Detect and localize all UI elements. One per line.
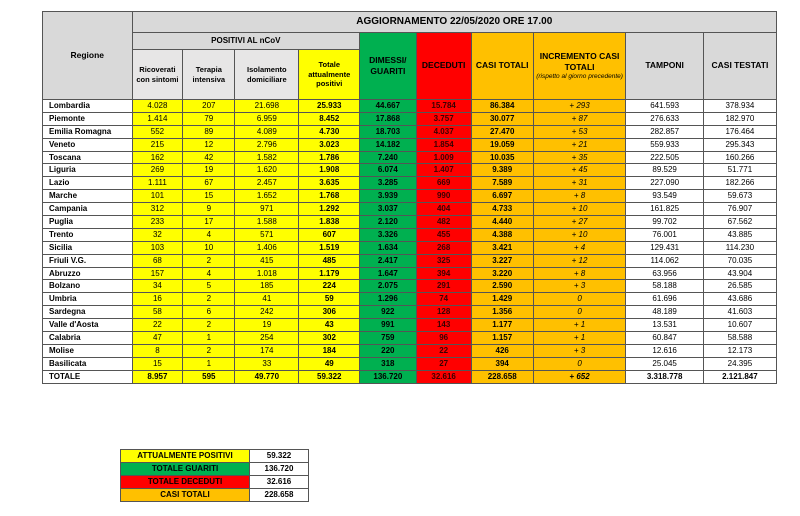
column-header-terapia: Terapia intensiva bbox=[183, 50, 235, 100]
cell-dimessi: 991 bbox=[360, 319, 416, 332]
cell-deceduti: 4.037 bbox=[416, 125, 471, 138]
cell-isolamento: 4.089 bbox=[235, 125, 299, 138]
cell-tamponi: 641.593 bbox=[626, 100, 703, 113]
cell-isolamento: 1.652 bbox=[235, 190, 299, 203]
region-name: Bolzano bbox=[43, 280, 133, 293]
cell-dimessi: 14.182 bbox=[360, 138, 416, 151]
cell-ricoverati: 269 bbox=[132, 164, 183, 177]
region-name: Calabria bbox=[43, 332, 133, 345]
cell-terapia: 79 bbox=[183, 112, 235, 125]
region-name: Abruzzo bbox=[43, 267, 133, 280]
cell-dimessi: 2.075 bbox=[360, 280, 416, 293]
cell-deceduti: 325 bbox=[416, 254, 471, 267]
cell-casi-totali: 7.589 bbox=[471, 177, 533, 190]
summary-label: ATTUALMENTE POSITIVI bbox=[121, 450, 250, 463]
cell-deceduti: 128 bbox=[416, 306, 471, 319]
summary-label: TOTALE DECEDUTI bbox=[121, 476, 250, 489]
cell-dimessi: 6.074 bbox=[360, 164, 416, 177]
cell-casi-testati: 76.907 bbox=[703, 203, 776, 216]
region-name: Marche bbox=[43, 190, 133, 203]
cell-tamponi: 227.090 bbox=[626, 177, 703, 190]
cell-incremento: + 8 bbox=[533, 267, 626, 280]
table-row bbox=[43, 151, 777, 164]
column-header-ricoverati: Ricoverati con sintomi bbox=[132, 50, 183, 100]
cell-casi-totali: 19.059 bbox=[471, 138, 533, 151]
cell-casi-testati: 51.771 bbox=[703, 164, 776, 177]
cell-casi-testati: 378.934 bbox=[703, 100, 776, 113]
cell-terapia: 1 bbox=[183, 332, 235, 345]
table-row bbox=[43, 267, 777, 280]
cell-incremento: 0 bbox=[533, 357, 626, 370]
cell-deceduti: 1.407 bbox=[416, 164, 471, 177]
cell-isolamento: 1.620 bbox=[235, 164, 299, 177]
cell-tamponi: 282.857 bbox=[626, 125, 703, 138]
cell-incremento: + 3 bbox=[533, 344, 626, 357]
cell-tamponi: 58.188 bbox=[626, 280, 703, 293]
cell-deceduti: 404 bbox=[416, 203, 471, 216]
cell-tamponi: 559.933 bbox=[626, 138, 703, 151]
table-row bbox=[43, 177, 777, 190]
cell-casi-totali: 4.388 bbox=[471, 228, 533, 241]
cell-terapia: 4 bbox=[183, 228, 235, 241]
cell-dimessi: 1.296 bbox=[360, 293, 416, 306]
cell-incremento: + 45 bbox=[533, 164, 626, 177]
covid-data-table bbox=[42, 11, 777, 384]
cell-ricoverati: 32 bbox=[132, 228, 183, 241]
cell-casi-testati: 160.266 bbox=[703, 151, 776, 164]
cell-deceduti: 1.854 bbox=[416, 138, 471, 151]
cell-ricoverati: 162 bbox=[132, 151, 183, 164]
table-row bbox=[43, 164, 777, 177]
cell-terapia: 2 bbox=[183, 293, 235, 306]
table-row bbox=[43, 332, 777, 345]
cell-casi-testati: 43.904 bbox=[703, 267, 776, 280]
cell-tamponi: 93.549 bbox=[626, 190, 703, 203]
cell-isolamento: 19 bbox=[235, 319, 299, 332]
cell-isolamento: 415 bbox=[235, 254, 299, 267]
cell-dimessi: 18.703 bbox=[360, 125, 416, 138]
cell-dimessi: 1.647 bbox=[360, 267, 416, 280]
cell-totale-positivi: 1.768 bbox=[299, 190, 360, 203]
cell-tamponi: 129.431 bbox=[626, 241, 703, 254]
cell-deceduti: 394 bbox=[416, 267, 471, 280]
cell-casi-testati: 114.230 bbox=[703, 241, 776, 254]
cell-tamponi: 63.956 bbox=[626, 267, 703, 280]
region-name: Umbria bbox=[43, 293, 133, 306]
region-name: Toscana bbox=[43, 151, 133, 164]
cell-ricoverati: 34 bbox=[132, 280, 183, 293]
total-cell-casi-totali: 228.658 bbox=[471, 370, 533, 383]
total-cell-isolamento: 49.770 bbox=[235, 370, 299, 383]
cell-tamponi: 25.045 bbox=[626, 357, 703, 370]
cell-terapia: 19 bbox=[183, 164, 235, 177]
table-row bbox=[43, 203, 777, 216]
cell-dimessi: 3.326 bbox=[360, 228, 416, 241]
cell-casi-testati: 58.588 bbox=[703, 332, 776, 345]
cell-dimessi: 1.634 bbox=[360, 241, 416, 254]
cell-casi-totali: 1.429 bbox=[471, 293, 533, 306]
summary-row bbox=[121, 463, 309, 476]
summary-value: 136.720 bbox=[250, 463, 309, 476]
cell-terapia: 17 bbox=[183, 216, 235, 229]
region-name: Basilicata bbox=[43, 357, 133, 370]
table-row bbox=[43, 125, 777, 138]
cell-ricoverati: 68 bbox=[132, 254, 183, 267]
total-cell-ricoverati: 8.957 bbox=[132, 370, 183, 383]
cell-ricoverati: 58 bbox=[132, 306, 183, 319]
cell-casi-testati: 70.035 bbox=[703, 254, 776, 267]
cell-isolamento: 185 bbox=[235, 280, 299, 293]
column-header-regione: Regione bbox=[43, 12, 133, 100]
cell-dimessi: 2.120 bbox=[360, 216, 416, 229]
cell-incremento: + 4 bbox=[533, 241, 626, 254]
region-name: Puglia bbox=[43, 216, 133, 229]
cell-isolamento: 242 bbox=[235, 306, 299, 319]
column-header-deceduti: DECEDUTI bbox=[416, 33, 471, 100]
region-name: Lazio bbox=[43, 177, 133, 190]
region-name: Lombardia bbox=[43, 100, 133, 113]
cell-incremento: 0 bbox=[533, 293, 626, 306]
cell-terapia: 2 bbox=[183, 254, 235, 267]
cell-terapia: 1 bbox=[183, 357, 235, 370]
cell-incremento: + 35 bbox=[533, 151, 626, 164]
cell-casi-testati: 26.585 bbox=[703, 280, 776, 293]
total-region-name: TOTALE bbox=[43, 370, 133, 383]
summary-row bbox=[121, 489, 309, 502]
cell-casi-totali: 4.733 bbox=[471, 203, 533, 216]
cell-casi-totali: 3.220 bbox=[471, 267, 533, 280]
column-group-positivi: POSITIVI AL nCoV bbox=[132, 33, 360, 50]
region-name: Molise bbox=[43, 344, 133, 357]
table-row bbox=[43, 344, 777, 357]
cell-deceduti: 990 bbox=[416, 190, 471, 203]
summary-row bbox=[121, 450, 309, 463]
cell-casi-totali: 1.177 bbox=[471, 319, 533, 332]
cell-isolamento: 6.959 bbox=[235, 112, 299, 125]
cell-tamponi: 48.189 bbox=[626, 306, 703, 319]
cell-incremento: + 10 bbox=[533, 228, 626, 241]
summary-value: 32.616 bbox=[250, 476, 309, 489]
cell-terapia: 89 bbox=[183, 125, 235, 138]
column-header-casi-testati: CASI TESTATI bbox=[703, 33, 776, 100]
incremento-note: (rispetto al giorno precedente) bbox=[536, 72, 623, 80]
cell-tamponi: 99.702 bbox=[626, 216, 703, 229]
region-name: Trento bbox=[43, 228, 133, 241]
cell-casi-testati: 24.395 bbox=[703, 357, 776, 370]
cell-totale-positivi: 306 bbox=[299, 306, 360, 319]
cell-deceduti: 74 bbox=[416, 293, 471, 306]
cell-isolamento: 174 bbox=[235, 344, 299, 357]
cell-casi-totali: 30.077 bbox=[471, 112, 533, 125]
region-name: Campania bbox=[43, 203, 133, 216]
cell-isolamento: 1.018 bbox=[235, 267, 299, 280]
cell-terapia: 6 bbox=[183, 306, 235, 319]
cell-ricoverati: 47 bbox=[132, 332, 183, 345]
cell-incremento: + 21 bbox=[533, 138, 626, 151]
cell-totale-positivi: 8.452 bbox=[299, 112, 360, 125]
cell-deceduti: 1.009 bbox=[416, 151, 471, 164]
cell-dimessi: 220 bbox=[360, 344, 416, 357]
summary-label: CASI TOTALI bbox=[121, 489, 250, 502]
cell-ricoverati: 15 bbox=[132, 357, 183, 370]
cell-casi-testati: 182.970 bbox=[703, 112, 776, 125]
cell-tamponi: 76.001 bbox=[626, 228, 703, 241]
cell-terapia: 207 bbox=[183, 100, 235, 113]
cell-isolamento: 1.588 bbox=[235, 216, 299, 229]
table-row bbox=[43, 357, 777, 370]
column-header-totale-positivi: Totale attualmente positivi bbox=[299, 50, 360, 100]
cell-isolamento: 2.796 bbox=[235, 138, 299, 151]
cell-dimessi: 17.868 bbox=[360, 112, 416, 125]
cell-dimessi: 3.037 bbox=[360, 203, 416, 216]
cell-casi-totali: 1.157 bbox=[471, 332, 533, 345]
cell-incremento: 0 bbox=[533, 306, 626, 319]
cell-casi-totali: 3.421 bbox=[471, 241, 533, 254]
cell-totale-positivi: 485 bbox=[299, 254, 360, 267]
cell-casi-totali: 394 bbox=[471, 357, 533, 370]
cell-casi-totali: 426 bbox=[471, 344, 533, 357]
cell-incremento: + 10 bbox=[533, 203, 626, 216]
cell-incremento: + 8 bbox=[533, 190, 626, 203]
cell-ricoverati: 1.111 bbox=[132, 177, 183, 190]
total-cell-dimessi: 136.720 bbox=[360, 370, 416, 383]
cell-isolamento: 254 bbox=[235, 332, 299, 345]
cell-dimessi: 759 bbox=[360, 332, 416, 345]
cell-totale-positivi: 1.786 bbox=[299, 151, 360, 164]
cell-casi-testati: 41.603 bbox=[703, 306, 776, 319]
cell-totale-positivi: 59 bbox=[299, 293, 360, 306]
cell-deceduti: 22 bbox=[416, 344, 471, 357]
cell-ricoverati: 312 bbox=[132, 203, 183, 216]
cell-ricoverati: 552 bbox=[132, 125, 183, 138]
table-row bbox=[43, 319, 777, 332]
region-name: Veneto bbox=[43, 138, 133, 151]
cell-totale-positivi: 1.179 bbox=[299, 267, 360, 280]
summary-value: 228.658 bbox=[250, 489, 309, 502]
cell-tamponi: 161.825 bbox=[626, 203, 703, 216]
cell-totale-positivi: 224 bbox=[299, 280, 360, 293]
cell-terapia: 5 bbox=[183, 280, 235, 293]
cell-deceduti: 3.757 bbox=[416, 112, 471, 125]
cell-isolamento: 571 bbox=[235, 228, 299, 241]
cell-dimessi: 2.417 bbox=[360, 254, 416, 267]
cell-deceduti: 291 bbox=[416, 280, 471, 293]
total-cell-terapia: 595 bbox=[183, 370, 235, 383]
cell-isolamento: 1.582 bbox=[235, 151, 299, 164]
cell-isolamento: 2.457 bbox=[235, 177, 299, 190]
cell-deceduti: 96 bbox=[416, 332, 471, 345]
cell-ricoverati: 233 bbox=[132, 216, 183, 229]
cell-casi-testati: 43.885 bbox=[703, 228, 776, 241]
table-row bbox=[43, 100, 777, 113]
cell-casi-testati: 59.673 bbox=[703, 190, 776, 203]
cell-deceduti: 669 bbox=[416, 177, 471, 190]
cell-tamponi: 61.696 bbox=[626, 293, 703, 306]
cell-deceduti: 482 bbox=[416, 216, 471, 229]
cell-totale-positivi: 4.730 bbox=[299, 125, 360, 138]
summary-label: TOTALE GUARITI bbox=[121, 463, 250, 476]
cell-isolamento: 21.698 bbox=[235, 100, 299, 113]
cell-deceduti: 268 bbox=[416, 241, 471, 254]
cell-ricoverati: 4.028 bbox=[132, 100, 183, 113]
cell-tamponi: 222.505 bbox=[626, 151, 703, 164]
cell-totale-positivi: 3.023 bbox=[299, 138, 360, 151]
cell-totale-positivi: 43 bbox=[299, 319, 360, 332]
cell-casi-testati: 12.173 bbox=[703, 344, 776, 357]
cell-casi-totali: 3.227 bbox=[471, 254, 533, 267]
incremento-label: INCREMENTO CASI TOTALI bbox=[539, 51, 620, 72]
cell-casi-testati: 43.686 bbox=[703, 293, 776, 306]
cell-ricoverati: 215 bbox=[132, 138, 183, 151]
cell-terapia: 4 bbox=[183, 267, 235, 280]
summary-table bbox=[120, 449, 309, 502]
table-row bbox=[43, 280, 777, 293]
cell-dimessi: 3.285 bbox=[360, 177, 416, 190]
cell-totale-positivi: 49 bbox=[299, 357, 360, 370]
cell-dimessi: 44.667 bbox=[360, 100, 416, 113]
cell-totale-positivi: 302 bbox=[299, 332, 360, 345]
cell-dimessi: 318 bbox=[360, 357, 416, 370]
total-cell-deceduti: 32.616 bbox=[416, 370, 471, 383]
cell-isolamento: 1.406 bbox=[235, 241, 299, 254]
cell-totale-positivi: 25.933 bbox=[299, 100, 360, 113]
cell-isolamento: 33 bbox=[235, 357, 299, 370]
cell-terapia: 2 bbox=[183, 319, 235, 332]
cell-deceduti: 27 bbox=[416, 357, 471, 370]
column-header-dimessi: DIMESSI/ GUARITI bbox=[360, 33, 416, 100]
total-cell-totale-positivi: 59.322 bbox=[299, 370, 360, 383]
summary-row bbox=[121, 476, 309, 489]
cell-ricoverati: 22 bbox=[132, 319, 183, 332]
cell-terapia: 67 bbox=[183, 177, 235, 190]
cell-deceduti: 455 bbox=[416, 228, 471, 241]
cell-incremento: + 3 bbox=[533, 280, 626, 293]
cell-dimessi: 3.939 bbox=[360, 190, 416, 203]
cell-isolamento: 971 bbox=[235, 203, 299, 216]
cell-totale-positivi: 1.292 bbox=[299, 203, 360, 216]
cell-casi-testati: 182.266 bbox=[703, 177, 776, 190]
cell-ricoverati: 8 bbox=[132, 344, 183, 357]
cell-ricoverati: 101 bbox=[132, 190, 183, 203]
region-name: Friuli V.G. bbox=[43, 254, 133, 267]
cell-casi-totali: 4.440 bbox=[471, 216, 533, 229]
table-row bbox=[43, 306, 777, 319]
column-header-isolamento: Isolamento domiciliare bbox=[235, 50, 299, 100]
total-cell-incremento: + 652 bbox=[533, 370, 626, 383]
cell-terapia: 42 bbox=[183, 151, 235, 164]
cell-totale-positivi: 3.635 bbox=[299, 177, 360, 190]
cell-incremento: + 1 bbox=[533, 332, 626, 345]
cell-dimessi: 922 bbox=[360, 306, 416, 319]
cell-tamponi: 276.633 bbox=[626, 112, 703, 125]
update-title: AGGIORNAMENTO 22/05/2020 ORE 17.00 bbox=[132, 12, 776, 33]
cell-casi-totali: 6.697 bbox=[471, 190, 533, 203]
table-row bbox=[43, 190, 777, 203]
cell-dimessi: 7.240 bbox=[360, 151, 416, 164]
region-name: Sicilia bbox=[43, 241, 133, 254]
cell-tamponi: 12.616 bbox=[626, 344, 703, 357]
cell-tamponi: 89.529 bbox=[626, 164, 703, 177]
cell-ricoverati: 103 bbox=[132, 241, 183, 254]
cell-tamponi: 13.531 bbox=[626, 319, 703, 332]
cell-totale-positivi: 1.519 bbox=[299, 241, 360, 254]
cell-casi-testati: 176.464 bbox=[703, 125, 776, 138]
table-row bbox=[43, 293, 777, 306]
cell-casi-totali: 2.590 bbox=[471, 280, 533, 293]
total-cell-casi-testati: 2.121.847 bbox=[703, 370, 776, 383]
cell-casi-totali: 86.384 bbox=[471, 100, 533, 113]
cell-casi-totali: 9.389 bbox=[471, 164, 533, 177]
cell-terapia: 2 bbox=[183, 344, 235, 357]
cell-incremento: + 293 bbox=[533, 100, 626, 113]
column-header-tamponi: TAMPONI bbox=[626, 33, 703, 100]
column-header-incremento bbox=[533, 33, 626, 100]
cell-incremento: + 27 bbox=[533, 216, 626, 229]
table-row bbox=[43, 254, 777, 267]
cell-deceduti: 15.784 bbox=[416, 100, 471, 113]
cell-incremento: + 31 bbox=[533, 177, 626, 190]
table-row bbox=[43, 241, 777, 254]
cell-totale-positivi: 607 bbox=[299, 228, 360, 241]
cell-casi-totali: 27.470 bbox=[471, 125, 533, 138]
cell-isolamento: 41 bbox=[235, 293, 299, 306]
cell-casi-totali: 1.356 bbox=[471, 306, 533, 319]
column-header-casi-totali: CASI TOTALI bbox=[471, 33, 533, 100]
cell-incremento: + 53 bbox=[533, 125, 626, 138]
cell-ricoverati: 16 bbox=[132, 293, 183, 306]
cell-totale-positivi: 184 bbox=[299, 344, 360, 357]
table-row bbox=[43, 228, 777, 241]
total-row bbox=[43, 370, 777, 383]
cell-totale-positivi: 1.838 bbox=[299, 216, 360, 229]
cell-casi-testati: 10.607 bbox=[703, 319, 776, 332]
cell-incremento: + 12 bbox=[533, 254, 626, 267]
cell-incremento: + 1 bbox=[533, 319, 626, 332]
table-row bbox=[43, 216, 777, 229]
region-name: Liguria bbox=[43, 164, 133, 177]
table-row bbox=[43, 138, 777, 151]
cell-ricoverati: 157 bbox=[132, 267, 183, 280]
cell-tamponi: 60.847 bbox=[626, 332, 703, 345]
cell-terapia: 10 bbox=[183, 241, 235, 254]
cell-casi-totali: 10.035 bbox=[471, 151, 533, 164]
table-row bbox=[43, 112, 777, 125]
cell-terapia: 9 bbox=[183, 203, 235, 216]
region-name: Sardegna bbox=[43, 306, 133, 319]
cell-deceduti: 143 bbox=[416, 319, 471, 332]
cell-tamponi: 114.062 bbox=[626, 254, 703, 267]
cell-incremento: + 87 bbox=[533, 112, 626, 125]
region-name: Valle d'Aosta bbox=[43, 319, 133, 332]
cell-casi-testati: 295.343 bbox=[703, 138, 776, 151]
cell-casi-testati: 67.562 bbox=[703, 216, 776, 229]
region-name: Piemonte bbox=[43, 112, 133, 125]
total-cell-tamponi: 3.318.778 bbox=[626, 370, 703, 383]
cell-terapia: 12 bbox=[183, 138, 235, 151]
cell-ricoverati: 1.414 bbox=[132, 112, 183, 125]
region-name: Emilia Romagna bbox=[43, 125, 133, 138]
cell-totale-positivi: 1.908 bbox=[299, 164, 360, 177]
summary-value: 59.322 bbox=[250, 450, 309, 463]
cell-terapia: 15 bbox=[183, 190, 235, 203]
